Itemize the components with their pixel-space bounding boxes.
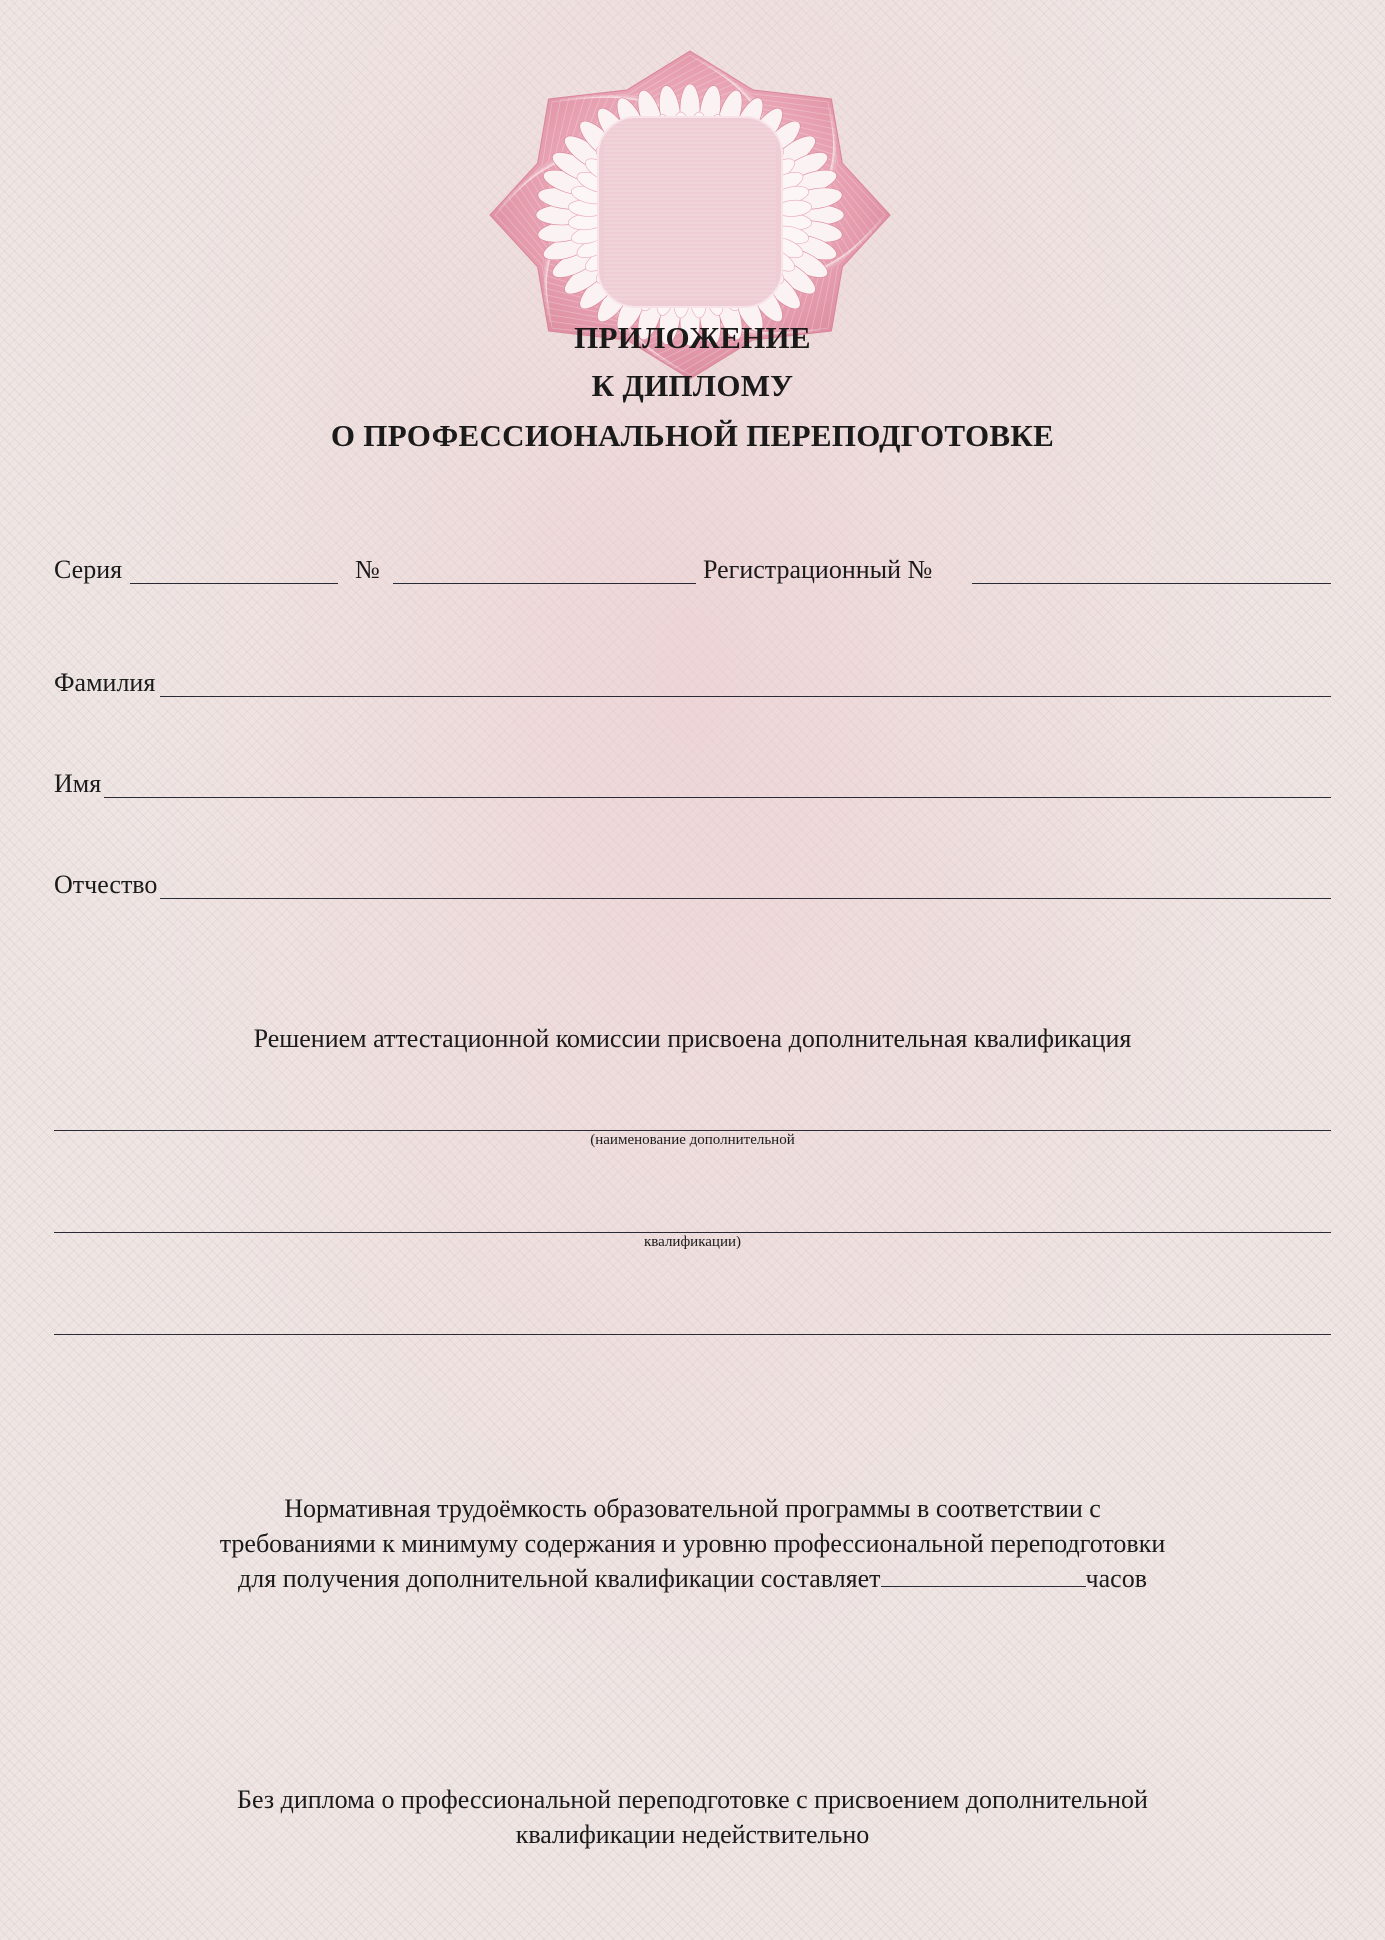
number-label: №	[355, 555, 380, 584]
series-label: Серия	[54, 555, 123, 584]
reg-number-label: Регистрационный №	[703, 555, 933, 584]
workload-line-3-start: для получения дополнительной квалификации составляет	[238, 1564, 881, 1593]
name-field[interactable]	[104, 797, 1331, 798]
qualification-field-3[interactable]	[54, 1334, 1331, 1335]
workload-line-1: Нормативная трудоёмкость образовательной программы в соответствии с	[284, 1494, 1101, 1523]
title-line-2: К ДИПЛОМУ	[591, 368, 794, 403]
workload-line-3	[0, 1562, 1385, 1595]
qualification-caption-2: квалификации)	[643, 1234, 742, 1250]
qualification-field-1[interactable]	[54, 1130, 1331, 1131]
patronymic-label: Отчество	[54, 870, 158, 899]
workload-line-2: требованиями к минимуму содержания и уровню профессиональной переподготовки	[219, 1529, 1166, 1558]
patronymic-field[interactable]	[160, 898, 1331, 899]
workload-hours-unit: часов	[1085, 1564, 1147, 1593]
title-line-3: О ПРОФЕССИОНАЛЬНОЙ ПЕРЕПОДГОТОВКЕ	[330, 418, 1055, 453]
qualification-statement: Решением аттестационной комиссии присвоена дополнительная квалификация	[253, 1024, 1132, 1053]
qualification-caption-1: (наименование дополнительной	[590, 1132, 795, 1148]
title-line-1: ПРИЛОЖЕНИЕ	[574, 320, 811, 355]
footer-line-1: Без диплома о профессиональной переподготовке с присвоением дополнительной	[237, 1785, 1148, 1814]
series-field[interactable]	[130, 583, 338, 584]
reg-number-field[interactable]	[972, 583, 1331, 584]
hours-field[interactable]	[881, 1564, 1086, 1587]
qualification-field-2[interactable]	[54, 1232, 1331, 1233]
name-label: Имя	[54, 769, 102, 798]
surname-field[interactable]	[160, 696, 1331, 697]
number-field[interactable]	[393, 583, 696, 584]
surname-label: Фамилия	[54, 668, 156, 697]
footer-line-2: квалификации недействительно	[515, 1820, 870, 1849]
